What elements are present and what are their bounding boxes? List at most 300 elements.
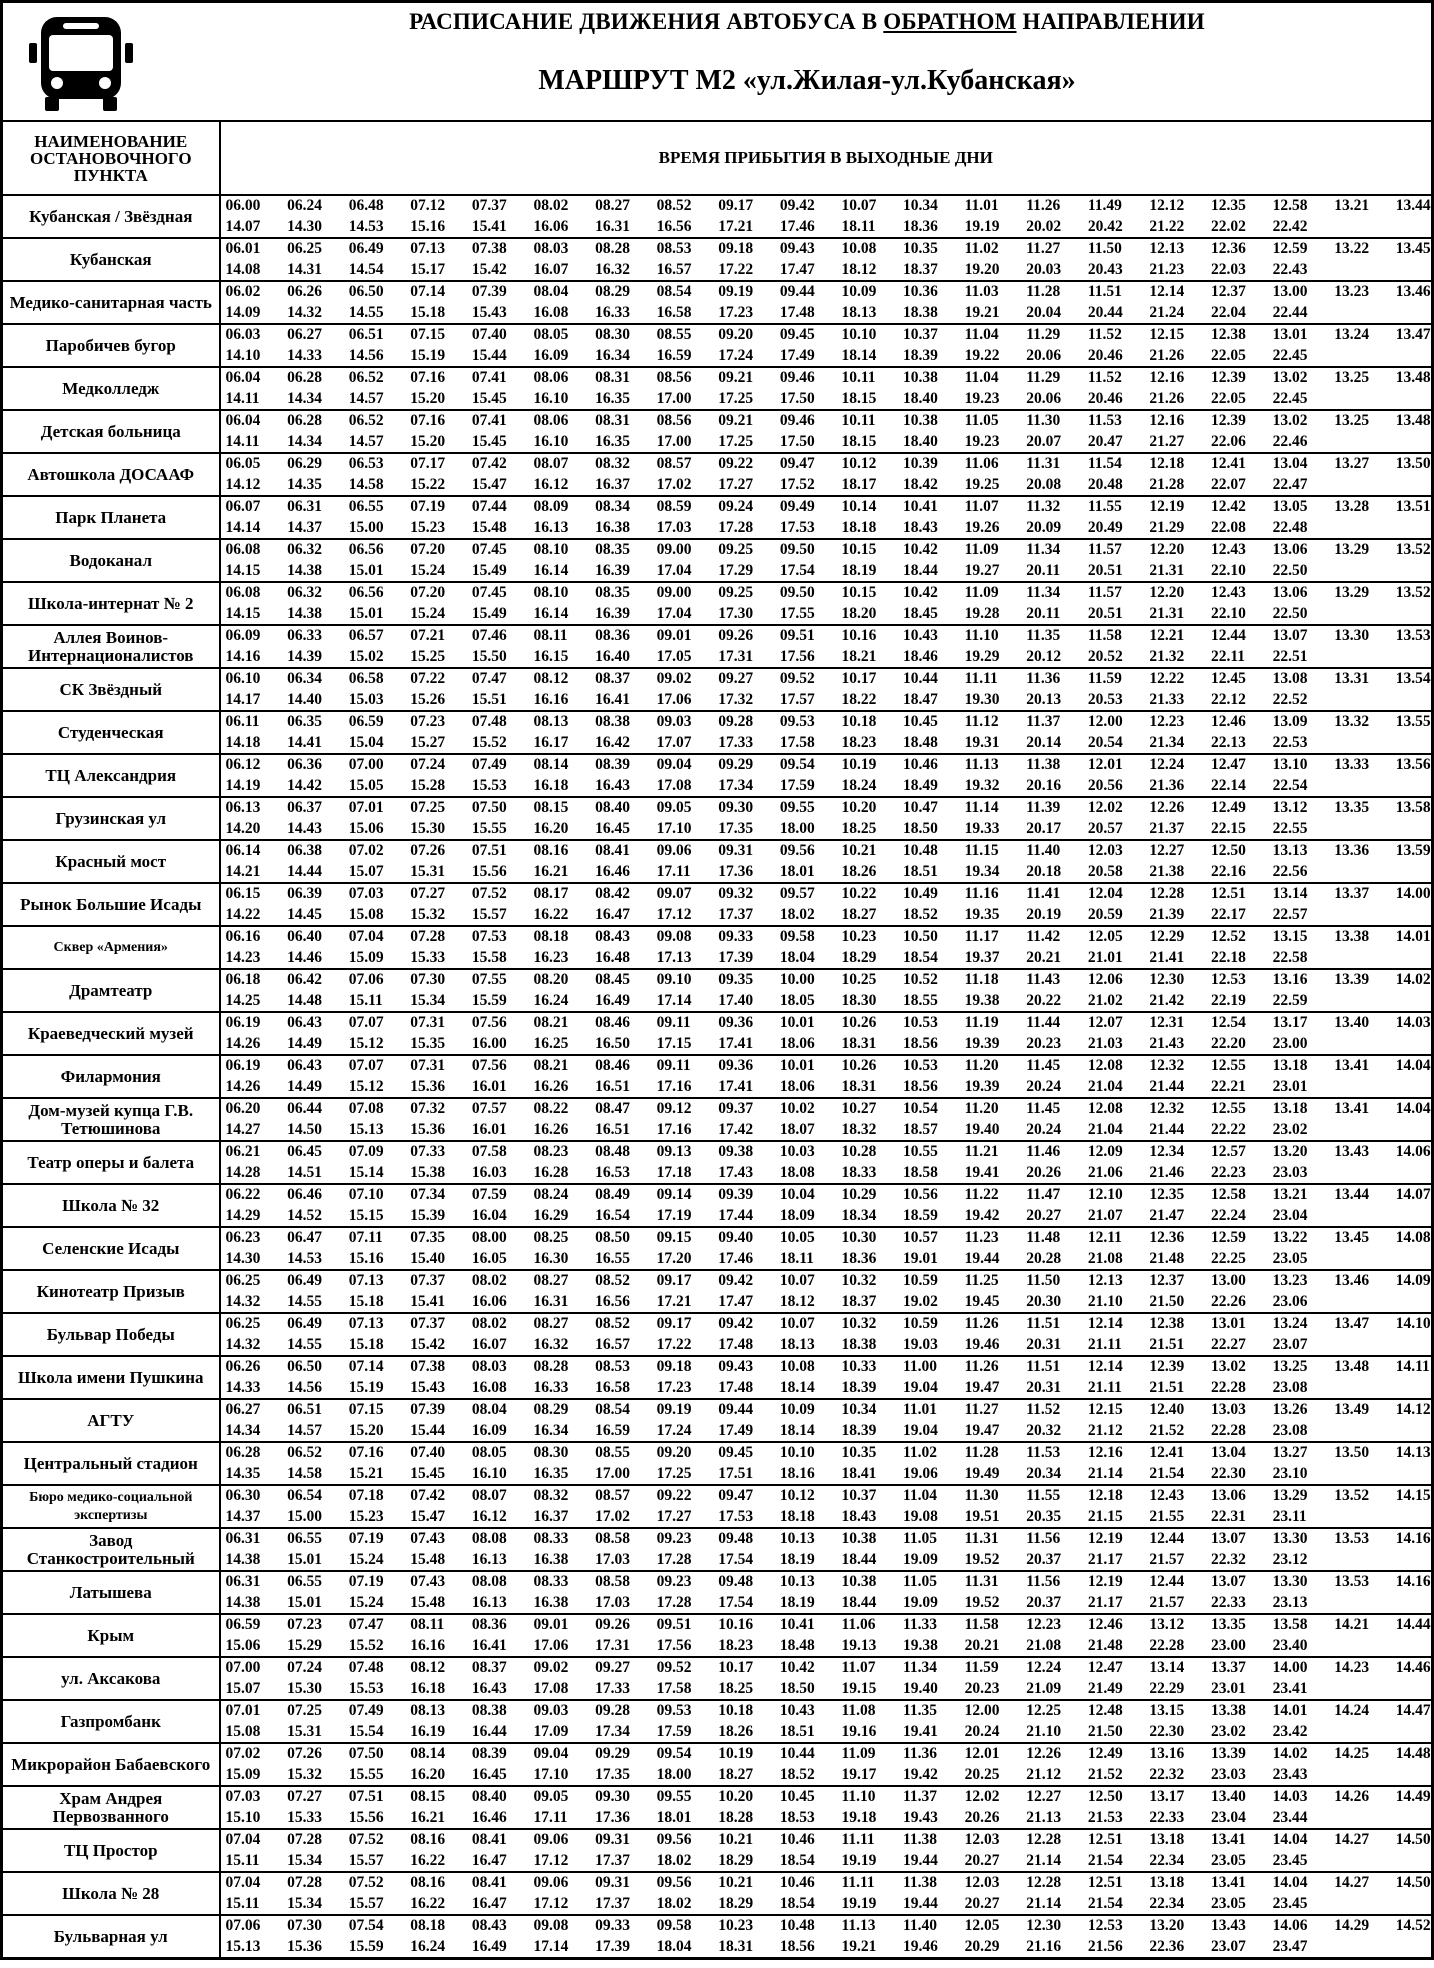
arrival-time: 12.37 xyxy=(1211,283,1246,300)
arrival-time: 12.26 xyxy=(1026,1745,1062,1762)
arrival-time: 18.58 xyxy=(903,1164,938,1181)
arrival-time: 11.58 xyxy=(964,1616,999,1633)
stop-name: Кубанская xyxy=(2,238,220,281)
arrival-time: 18.52 xyxy=(779,1766,815,1783)
arrival-time: 20.27 xyxy=(964,1852,1000,1869)
arrival-time: 12.08 xyxy=(1087,1100,1123,1117)
arrival-time: 07.31 xyxy=(410,1014,446,1031)
arrival-time: 17.28 xyxy=(656,1594,692,1611)
stop-name: ул. Аксакова xyxy=(2,1657,220,1700)
arrival-time: 22.05 xyxy=(1211,347,1246,364)
times-row-afternoon xyxy=(221,819,1432,839)
arrival-time: 12.28 xyxy=(1149,885,1185,902)
arrival-time: 13.58 xyxy=(1272,1616,1308,1633)
stop-name: ТЦ Простор xyxy=(2,1829,220,1872)
times-row-morning xyxy=(221,1744,1432,1764)
arrival-time: 15.45 xyxy=(410,1465,446,1482)
arrival-time: 12.13 xyxy=(1087,1272,1123,1289)
arrival-time: 16.49 xyxy=(471,1938,507,1955)
arrival-time: 19.42 xyxy=(964,1207,1000,1224)
arrival-time: 15.12 xyxy=(348,1035,384,1052)
arrival-time: 10.41 xyxy=(779,1616,815,1633)
arrival-time: 22.36 xyxy=(1149,1938,1185,1955)
arrival-time: 08.54 xyxy=(595,1401,630,1418)
arrival-time: 14.30 xyxy=(225,1250,261,1267)
arrival-time: 19.52 xyxy=(964,1551,1000,1568)
arrival-time: 06.44 xyxy=(287,1100,322,1117)
arrival-time: 16.23 xyxy=(533,949,569,966)
arrival-time: 18.02 xyxy=(656,1852,692,1869)
arrival-time: 06.23 xyxy=(225,1229,261,1246)
arrival-time: 07.52 xyxy=(471,885,507,902)
arrival-time: 09.52 xyxy=(779,670,815,687)
arrival-time: 17.04 xyxy=(656,605,692,622)
arrival-time: 09.21 xyxy=(718,369,754,386)
arrival-time: 09.28 xyxy=(595,1702,630,1719)
arrival-time: 14.20 xyxy=(225,820,261,837)
arrival-time: 14.11 xyxy=(225,433,260,450)
arrival-time: 15.03 xyxy=(348,691,384,708)
arrival-time: 07.56 xyxy=(471,1014,507,1031)
arrival-time: 12.20 xyxy=(1149,584,1185,601)
arrival-time: 18.23 xyxy=(718,1637,754,1654)
arrival-time: 12.53 xyxy=(1211,971,1246,988)
arrival-time: 14.46 xyxy=(1395,1659,1431,1676)
times-row-morning xyxy=(221,755,1432,775)
arrival-time: 09.38 xyxy=(718,1143,754,1160)
arrival-time: 12.44 xyxy=(1211,627,1246,644)
arrival-time: 11.38 xyxy=(1026,756,1061,773)
arrival-time: 10.15 xyxy=(841,541,877,558)
arrival-time: 18.25 xyxy=(841,820,877,837)
stop-name: Завод Станкостроительный xyxy=(2,1528,220,1571)
arrival-time: 23.07 xyxy=(1211,1938,1246,1955)
arrival-time: 09.12 xyxy=(656,1100,692,1117)
arrival-time: 10.23 xyxy=(718,1917,754,1934)
arrival-time: 08.45 xyxy=(595,971,630,988)
stop-name: СК Звёздный xyxy=(2,668,220,711)
arrival-time: 09.00 xyxy=(656,541,692,558)
arrival-time: 16.26 xyxy=(533,1121,569,1138)
arrival-time: 10.08 xyxy=(841,240,877,257)
arrival-time: 17.27 xyxy=(656,1508,692,1525)
arrival-time: 07.47 xyxy=(471,670,507,687)
arrival-time: 10.05 xyxy=(779,1229,815,1246)
arrival-time: 09.08 xyxy=(656,928,692,945)
stop-name: Селенские Исады xyxy=(2,1227,220,1270)
arrival-time: 09.11 xyxy=(656,1014,691,1031)
arrival-time: 14.08 xyxy=(1395,1229,1431,1246)
arrival-time: 13.49 xyxy=(1334,1401,1370,1418)
arrival-time: 22.28 xyxy=(1211,1422,1246,1439)
arrival-time: 18.50 xyxy=(903,820,938,837)
arrival-time: 11.25 xyxy=(964,1272,999,1289)
arrival-time: 15.34 xyxy=(287,1852,322,1869)
arrival-time: 11.52 xyxy=(1026,1401,1061,1418)
arrival-time: 18.02 xyxy=(656,1895,692,1912)
arrival-time: 18.51 xyxy=(779,1723,815,1740)
arrival-time: 16.09 xyxy=(533,347,569,364)
arrival-time: 12.07 xyxy=(1087,1014,1123,1031)
arrival-time: 13.20 xyxy=(1149,1917,1185,1934)
arrival-time: 08.29 xyxy=(595,283,630,300)
stop-name: АГТУ xyxy=(2,1399,220,1442)
arrival-time: 15.48 xyxy=(410,1594,446,1611)
arrival-time: 17.44 xyxy=(718,1207,754,1224)
arrival-time: 12.00 xyxy=(964,1702,1000,1719)
arrival-time: 13.25 xyxy=(1334,369,1370,386)
arrival-time: 13.41 xyxy=(1211,1874,1246,1891)
arrival-time: 09.48 xyxy=(718,1573,754,1590)
times-row-afternoon xyxy=(221,1507,1432,1527)
arrival-time: 06.24 xyxy=(287,197,322,214)
arrival-time: 07.47 xyxy=(348,1616,384,1633)
arrival-time: 09.52 xyxy=(656,1659,692,1676)
arrival-time: 18.01 xyxy=(656,1809,692,1826)
arrival-time: 17.31 xyxy=(595,1637,630,1654)
arrival-time: 08.36 xyxy=(471,1616,507,1633)
arrival-time: 09.00 xyxy=(656,584,692,601)
arrival-time: 18.39 xyxy=(841,1422,877,1439)
arrival-time: 07.20 xyxy=(410,584,446,601)
arrival-time: 16.59 xyxy=(656,347,692,364)
arrival-time: 20.27 xyxy=(1026,1207,1062,1224)
arrival-time: 22.59 xyxy=(1272,992,1308,1009)
arrival-time: 06.55 xyxy=(348,498,384,515)
arrival-time: 07.21 xyxy=(410,627,446,644)
arrival-time: 08.40 xyxy=(595,799,630,816)
arrival-time: 11.35 xyxy=(903,1702,938,1719)
arrival-time: 14.48 xyxy=(287,992,322,1009)
arrival-time: 21.24 xyxy=(1149,304,1185,321)
arrival-time: 14.55 xyxy=(287,1336,322,1353)
arrival-time: 14.32 xyxy=(225,1336,261,1353)
arrival-time: 10.36 xyxy=(903,283,938,300)
times-row-morning xyxy=(221,1572,1432,1592)
arrival-time: 11.43 xyxy=(1026,971,1061,988)
arrival-time: 18.14 xyxy=(779,1422,815,1439)
arrival-time: 21.11 xyxy=(1087,1336,1122,1353)
arrival-time: 14.34 xyxy=(225,1422,261,1439)
arrival-time: 08.04 xyxy=(471,1401,507,1418)
arrival-time: 14.11 xyxy=(1395,1358,1430,1375)
arrival-time: 20.48 xyxy=(1087,476,1123,493)
times-row-morning xyxy=(221,798,1432,818)
arrival-time: 18.06 xyxy=(779,1035,815,1052)
arrival-time: 07.33 xyxy=(410,1143,446,1160)
arrival-time: 18.54 xyxy=(903,949,938,966)
arrival-time: 08.57 xyxy=(595,1487,630,1504)
stop-times xyxy=(220,1872,1433,1915)
arrival-time: 11.09 xyxy=(841,1745,876,1762)
arrival-time: 08.08 xyxy=(471,1573,507,1590)
times-row-morning xyxy=(221,1615,1432,1635)
table-row xyxy=(2,324,1433,367)
arrival-time: 09.29 xyxy=(595,1745,630,1762)
stop-name: Рынок Большие Исады xyxy=(2,883,220,926)
arrival-time: 13.27 xyxy=(1272,1444,1308,1461)
arrival-time: 06.19 xyxy=(225,1014,261,1031)
arrival-time: 11.59 xyxy=(964,1659,999,1676)
arrival-time: 17.49 xyxy=(718,1422,754,1439)
arrival-time: 10.38 xyxy=(841,1573,877,1590)
times-row-afternoon xyxy=(221,604,1432,624)
arrival-time: 12.27 xyxy=(1149,842,1185,859)
arrival-time: 18.06 xyxy=(779,1078,815,1095)
arrival-time: 08.40 xyxy=(471,1788,507,1805)
arrival-time: 08.41 xyxy=(471,1874,507,1891)
arrival-time: 14.23 xyxy=(225,949,261,966)
arrival-time: 15.41 xyxy=(410,1293,446,1310)
stop-times xyxy=(220,496,1433,539)
arrival-time: 16.19 xyxy=(410,1723,446,1740)
arrival-time: 19.29 xyxy=(964,648,1000,665)
arrival-time: 15.51 xyxy=(471,691,507,708)
arrival-time: 11.35 xyxy=(1026,627,1061,644)
arrival-time: 06.12 xyxy=(225,756,261,773)
arrival-time: 13.27 xyxy=(1334,455,1370,472)
arrival-time: 06.29 xyxy=(287,455,322,472)
arrival-time: 18.54 xyxy=(779,1852,815,1869)
arrival-time: 06.25 xyxy=(225,1315,261,1332)
arrival-time: 11.27 xyxy=(1026,240,1061,257)
times-row-morning xyxy=(221,626,1432,646)
arrival-time: 09.35 xyxy=(718,971,754,988)
arrival-time: 16.51 xyxy=(595,1121,630,1138)
arrival-time: 15.01 xyxy=(287,1594,322,1611)
arrival-time: 19.02 xyxy=(903,1293,938,1310)
arrival-time: 14.49 xyxy=(287,1078,322,1095)
arrival-time: 12.40 xyxy=(1149,1401,1185,1418)
arrival-time: 16.49 xyxy=(595,992,630,1009)
arrival-time: 13.26 xyxy=(1272,1401,1308,1418)
arrival-time: 17.13 xyxy=(656,949,692,966)
arrival-time: 22.55 xyxy=(1272,820,1308,837)
arrival-time: 11.51 xyxy=(1026,1315,1061,1332)
arrival-time: 14.12 xyxy=(1395,1401,1431,1418)
arrival-time: 06.16 xyxy=(225,928,261,945)
arrival-time: 23.42 xyxy=(1272,1723,1308,1740)
arrival-time: 13.50 xyxy=(1334,1444,1370,1461)
arrival-time: 12.47 xyxy=(1087,1659,1123,1676)
stop-times xyxy=(220,883,1433,926)
arrival-time: 12.58 xyxy=(1272,197,1308,214)
arrival-time: 07.54 xyxy=(348,1917,384,1934)
arrival-time: 14.27 xyxy=(1334,1874,1370,1891)
arrival-time: 11.53 xyxy=(1087,412,1122,429)
arrival-time: 19.33 xyxy=(964,820,1000,837)
arrival-time: 20.47 xyxy=(1087,433,1123,450)
table-row xyxy=(2,1485,1433,1528)
stop-name: Студенческая xyxy=(2,711,220,754)
arrival-time: 16.41 xyxy=(471,1637,507,1654)
arrival-time: 16.13 xyxy=(533,519,569,536)
arrival-time: 13.14 xyxy=(1149,1659,1185,1676)
arrival-time: 11.04 xyxy=(903,1487,938,1504)
arrival-time: 09.40 xyxy=(718,1229,754,1246)
arrival-time: 11.02 xyxy=(903,1444,938,1461)
timetable-body xyxy=(2,195,1433,1959)
arrival-time: 18.19 xyxy=(779,1594,815,1611)
stop-times xyxy=(220,324,1433,367)
arrival-time: 15.53 xyxy=(471,777,507,794)
times-row-afternoon xyxy=(221,733,1432,753)
arrival-time: 10.09 xyxy=(779,1401,815,1418)
arrival-time: 10.17 xyxy=(718,1659,754,1676)
arrival-time: 14.03 xyxy=(1272,1788,1308,1805)
arrival-time: 20.24 xyxy=(1026,1121,1062,1138)
arrival-time: 16.25 xyxy=(533,1035,569,1052)
arrival-time: 21.47 xyxy=(1149,1207,1185,1224)
arrival-time: 20.24 xyxy=(964,1723,1000,1740)
arrival-time: 14.08 xyxy=(225,261,261,278)
arrival-time: 06.31 xyxy=(225,1573,261,1590)
arrival-time: 07.45 xyxy=(471,584,507,601)
arrival-time: 19.49 xyxy=(964,1465,1000,1482)
arrival-time: 17.22 xyxy=(656,1336,692,1353)
arrival-time: 10.02 xyxy=(779,1100,815,1117)
arrival-time: 18.20 xyxy=(841,605,877,622)
arrival-time: 17.53 xyxy=(718,1508,754,1525)
arrival-time: 17.42 xyxy=(718,1121,754,1138)
arrival-time: 18.14 xyxy=(841,347,877,364)
arrival-time: 15.33 xyxy=(410,949,446,966)
arrival-time: 09.14 xyxy=(656,1186,692,1203)
arrival-time: 13.04 xyxy=(1211,1444,1246,1461)
times-row-afternoon xyxy=(221,1464,1432,1484)
arrival-time: 13.37 xyxy=(1334,885,1370,902)
arrival-time: 11.12 xyxy=(964,713,999,730)
arrival-time: 21.10 xyxy=(1026,1723,1062,1740)
arrival-time: 11.49 xyxy=(1087,197,1122,214)
arrival-time: 08.06 xyxy=(533,412,569,429)
stop-name: Драмтеатр xyxy=(2,969,220,1012)
arrival-time: 12.00 xyxy=(1087,713,1123,730)
arrival-time: 14.26 xyxy=(225,1078,261,1095)
arrival-time: 11.00 xyxy=(903,1358,938,1375)
arrival-time: 12.51 xyxy=(1087,1831,1123,1848)
arrival-time: 12.48 xyxy=(1087,1702,1123,1719)
arrival-time: 14.22 xyxy=(225,906,261,923)
arrival-time: 18.39 xyxy=(841,1379,877,1396)
stop-times xyxy=(220,711,1433,754)
stop-name: Медико-санитарная часть xyxy=(2,281,220,324)
arrival-time: 17.41 xyxy=(718,1078,754,1095)
arrival-time: 12.13 xyxy=(1149,240,1185,257)
arrival-time: 16.01 xyxy=(471,1078,507,1095)
arrival-time: 09.55 xyxy=(656,1788,692,1805)
arrival-time: 22.10 xyxy=(1211,562,1246,579)
arrival-time: 22.45 xyxy=(1272,390,1308,407)
arrival-time: 18.29 xyxy=(718,1852,754,1869)
times-row-morning xyxy=(221,1701,1432,1721)
arrival-time: 10.41 xyxy=(903,498,938,515)
arrival-time: 07.04 xyxy=(225,1874,261,1891)
arrival-time: 10.13 xyxy=(779,1530,815,1547)
stop-times xyxy=(220,410,1433,453)
arrival-time: 22.57 xyxy=(1272,906,1308,923)
arrival-time: 06.59 xyxy=(225,1616,261,1633)
arrival-time: 11.31 xyxy=(1026,455,1061,472)
arrival-time: 06.49 xyxy=(287,1272,322,1289)
arrival-time: 09.19 xyxy=(656,1401,692,1418)
arrival-time: 20.23 xyxy=(1026,1035,1062,1052)
arrival-time: 07.37 xyxy=(471,197,507,214)
arrival-time: 16.05 xyxy=(471,1250,507,1267)
times-row-afternoon xyxy=(221,1937,1432,1957)
arrival-time: 10.10 xyxy=(779,1444,815,1461)
arrival-time: 10.45 xyxy=(903,713,938,730)
arrival-time: 09.17 xyxy=(656,1272,692,1289)
arrival-time: 15.49 xyxy=(471,562,507,579)
arrival-time: 12.28 xyxy=(1026,1831,1062,1848)
arrival-time: 20.59 xyxy=(1087,906,1123,923)
arrival-time: 07.01 xyxy=(348,799,384,816)
arrival-time: 18.13 xyxy=(841,304,877,321)
arrival-time: 17.48 xyxy=(718,1336,754,1353)
arrival-time: 19.51 xyxy=(964,1508,1000,1525)
arrival-time: 19.01 xyxy=(903,1250,938,1267)
arrival-time: 21.10 xyxy=(1087,1293,1123,1310)
arrival-time: 19.19 xyxy=(841,1852,877,1869)
stop-times xyxy=(220,195,1433,238)
arrival-time: 17.57 xyxy=(779,691,815,708)
arrival-time: 19.32 xyxy=(964,777,1000,794)
stop-name: Школа имени Пушкина xyxy=(2,1356,220,1399)
arrival-time: 07.38 xyxy=(410,1358,446,1375)
arrival-time: 07.26 xyxy=(410,842,446,859)
arrival-time: 07.28 xyxy=(287,1874,322,1891)
arrival-time: 10.08 xyxy=(779,1358,815,1375)
arrival-time: 11.11 xyxy=(841,1831,875,1848)
arrival-time: 13.05 xyxy=(1272,498,1308,515)
arrival-time: 09.03 xyxy=(656,713,692,730)
arrival-time: 07.57 xyxy=(471,1100,507,1117)
arrival-time: 08.28 xyxy=(595,240,630,257)
arrival-time: 21.15 xyxy=(1087,1508,1123,1525)
arrival-time: 17.33 xyxy=(718,734,754,751)
arrival-time: 13.02 xyxy=(1211,1358,1246,1375)
arrival-time: 07.13 xyxy=(348,1272,384,1289)
arrival-time: 21.08 xyxy=(1087,1250,1123,1267)
arrival-time: 08.56 xyxy=(656,369,692,386)
times-row-afternoon xyxy=(221,1808,1432,1828)
arrival-time: 13.52 xyxy=(1395,541,1431,558)
arrival-time: 19.19 xyxy=(964,218,1000,235)
arrival-time: 08.02 xyxy=(533,197,569,214)
arrival-time: 11.15 xyxy=(964,842,999,859)
arrival-time: 10.14 xyxy=(841,498,877,515)
arrival-time: 08.57 xyxy=(656,455,692,472)
arrival-time: 06.48 xyxy=(348,197,384,214)
arrival-time: 06.31 xyxy=(287,498,322,515)
arrival-time: 12.16 xyxy=(1149,369,1185,386)
arrival-time: 12.59 xyxy=(1211,1229,1246,1246)
arrival-time: 18.50 xyxy=(779,1680,815,1697)
arrival-time: 15.17 xyxy=(410,261,446,278)
arrival-time: 19.04 xyxy=(903,1422,938,1439)
arrival-time: 13.30 xyxy=(1272,1530,1308,1547)
arrival-time: 08.52 xyxy=(595,1272,630,1289)
arrival-time: 08.29 xyxy=(533,1401,569,1418)
arrival-time: 13.38 xyxy=(1211,1702,1246,1719)
arrival-time: 20.27 xyxy=(964,1895,1000,1912)
arrival-time: 06.59 xyxy=(348,713,384,730)
arrival-time: 19.23 xyxy=(964,390,1000,407)
arrival-time: 23.01 xyxy=(1272,1078,1308,1095)
arrival-time: 14.15 xyxy=(225,605,261,622)
arrival-time: 14.49 xyxy=(1395,1788,1431,1805)
